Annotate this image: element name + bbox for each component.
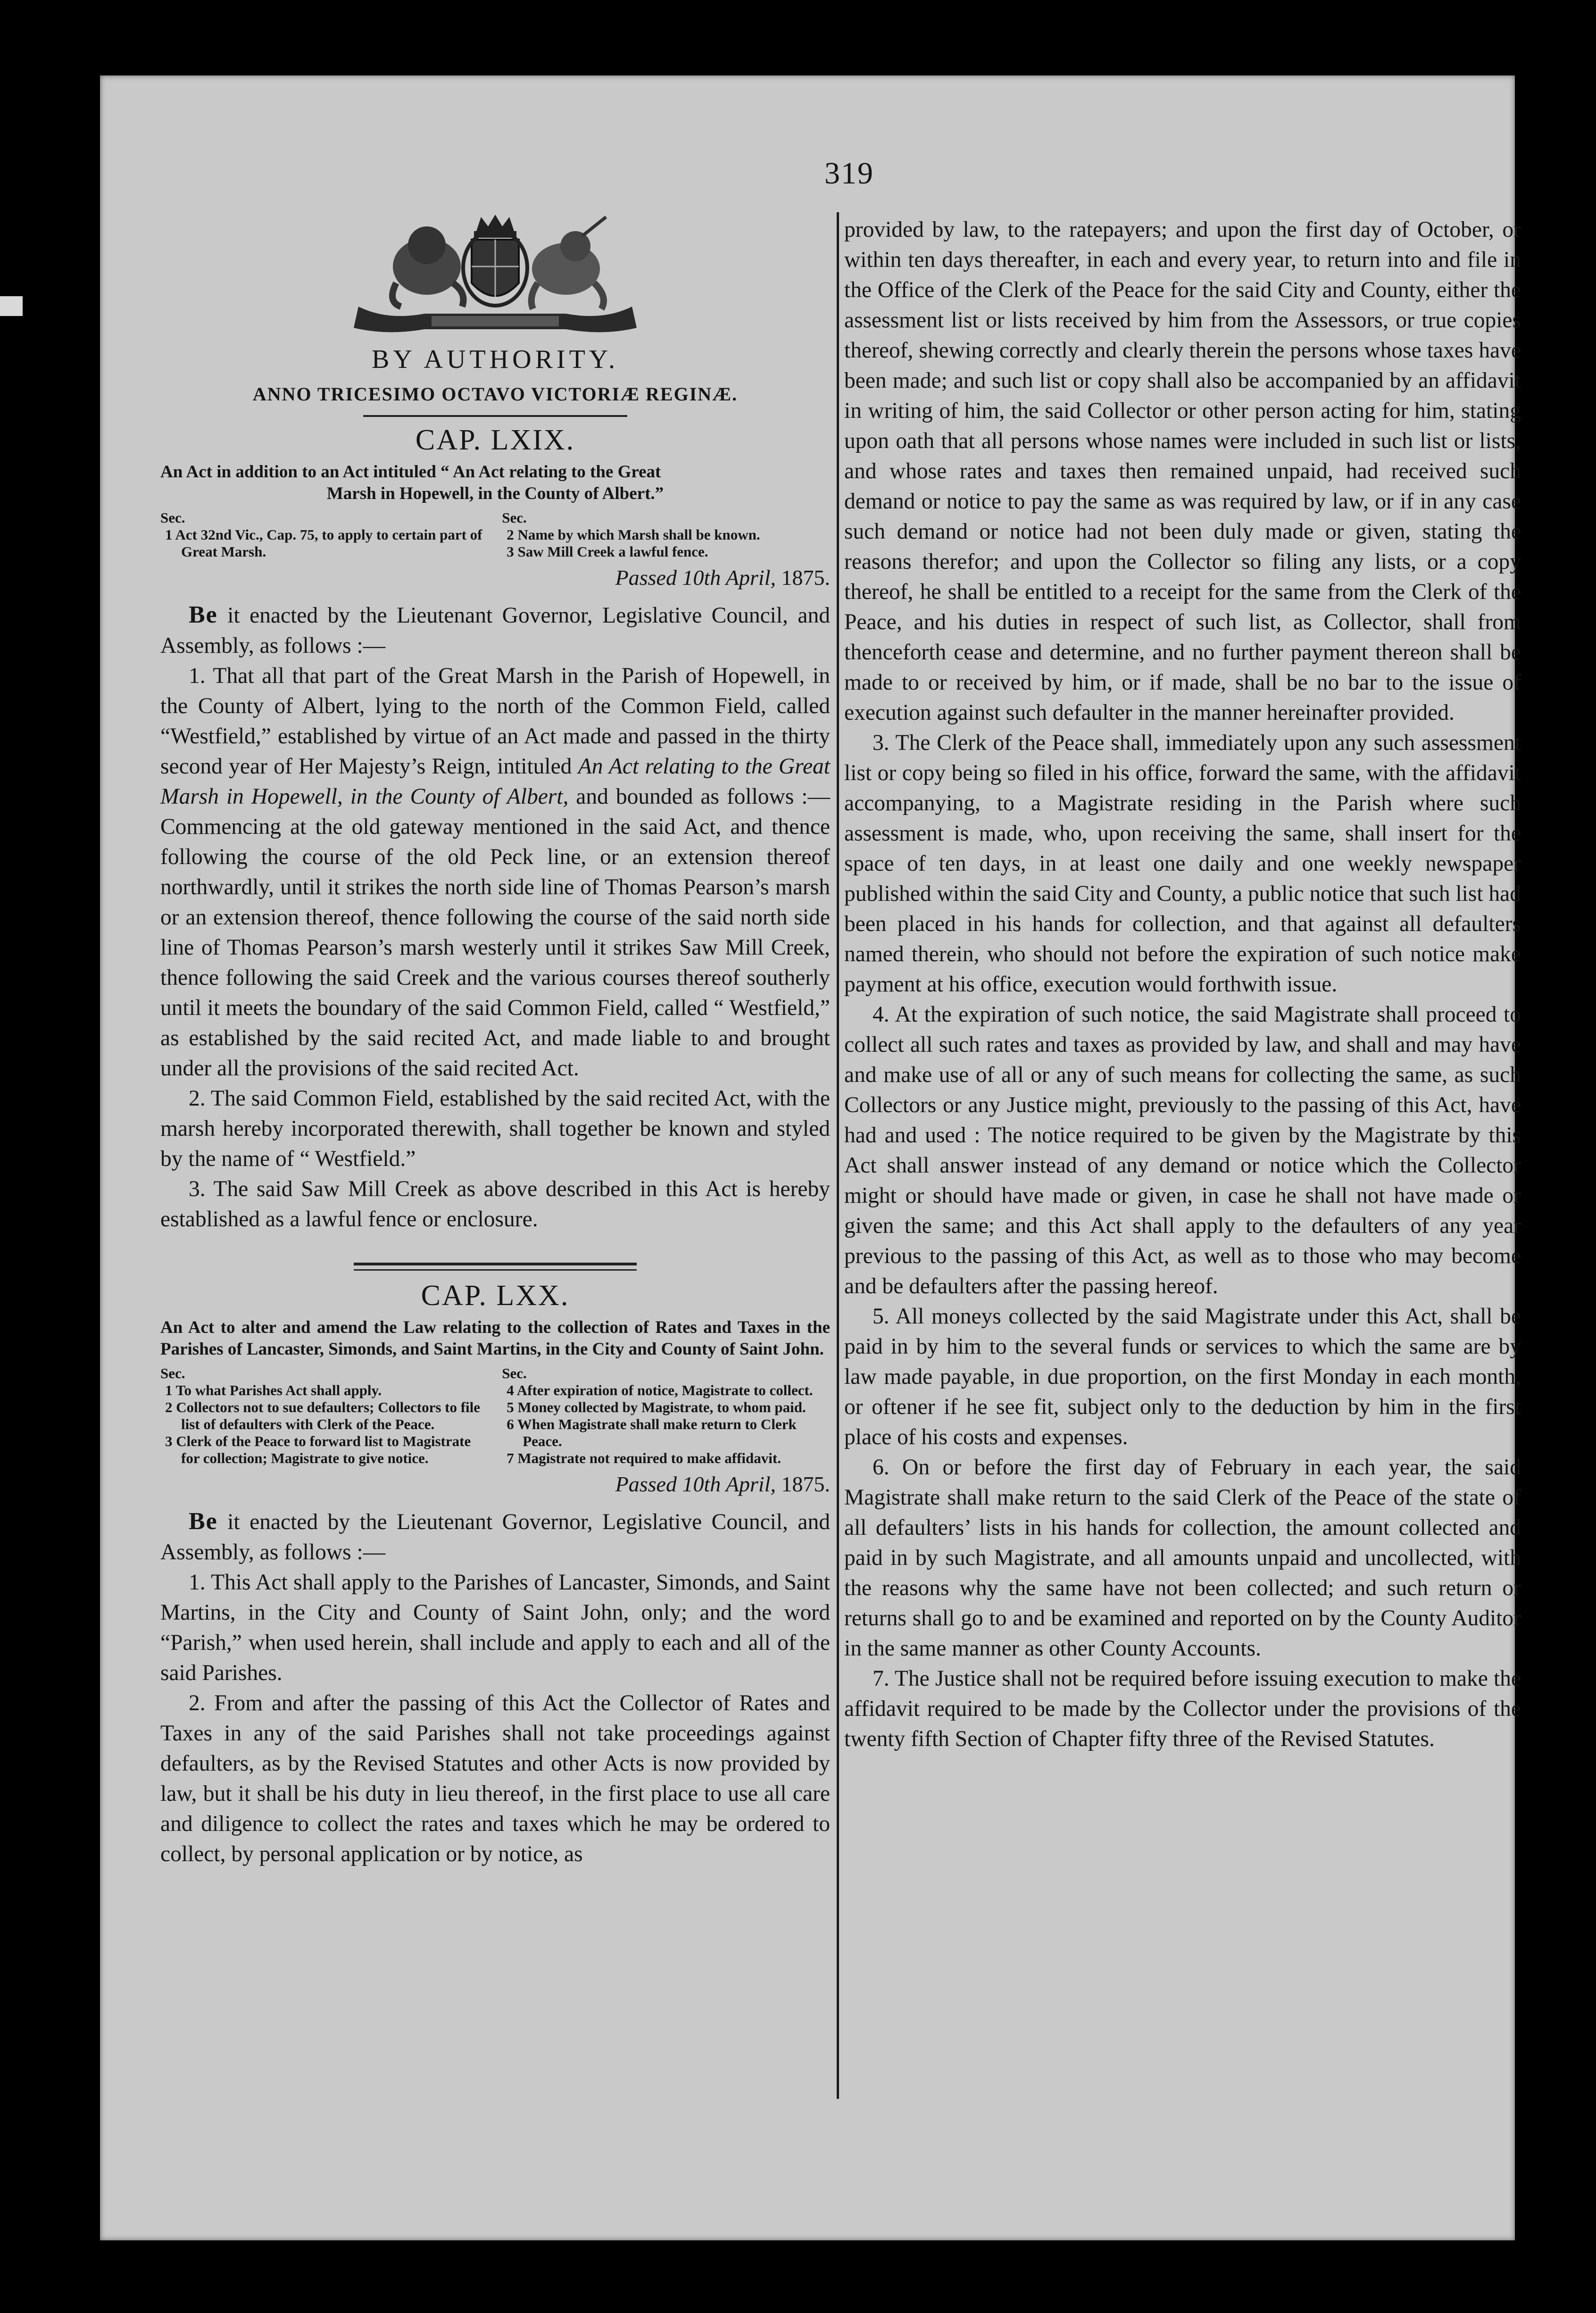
scan-edge-mark	[0, 296, 23, 316]
sec-label: Sec.	[160, 1365, 185, 1381]
section-70-7: 7. The Justice shall not be required before issuing execution to make the affidavit required to be made by the Collector under the provisions of the twenty fifth Section of Chapter fifty three of the Revised Statutes.	[844, 1666, 1521, 1751]
act-title-69	[160, 461, 830, 505]
passed-date: 10th April,	[682, 1472, 776, 1496]
section-70-2-start: 2. From and after the passing of this Act the Collector of Rates and Taxes in any of the said Parishes shall not take proceedings against defaulters, as by the Revised Statutes and other Acts is now provided by law, but it shall be his duty in lieu thereof, in the first place to use all care and diligence to collect the rates and taxes which he may be ordered to collect, by personal application or by notice, as	[160, 1691, 830, 1866]
section-index-69	[160, 509, 830, 560]
section-70-4: 4. At the expiration of such notice, the said Magistrate shall proceed to collect all such rates and taxes as provided by law, and shall and may have and make use of all or any of such means for collecting the same, as such Collectors or any Justice might, previously to the passing of this Act, have had and used : The notice required to be given by the Magistrate by this Act shall answer instead of any demand or notice which the Collector might or should have made or given, in case he shall not have made or given the same; and this Act shall apply to the defaulters of any year previous to the passing of this Act, as well as to those who may become and be defaulters after the passing hereof.	[844, 1002, 1521, 1298]
regnal-year-heading: ANNO TRICESIMO OCTAVO VICTORIÆ REGINÆ.	[252, 383, 738, 405]
passed-label: Passed	[615, 566, 677, 590]
section-69-2: 2. The said Common Field, established by the said recited Act, with the marsh hereby incorporated therewith, shall together be known and styled by the name of “ Westfield.”	[160, 1086, 830, 1171]
section-70-3: 3. The Clerk of the Peace shall, immediately upon any such assessment list or copy being so filed in his office, forward the same, with the affidavit accompanying, to a Magistrate residing in the Parish where such assessment is made, who, upon receiving the same, shall insert for the space of ten days, in at least one daily and one weekly newspaper published within the said City and County, a public notice that such list had been placed in his hands for collection, and that against all defaulters named therein, who should not before the expiration of such notice make payment at his office, execution would forthwith issue.	[844, 731, 1521, 997]
section-index-69-left	[160, 509, 489, 560]
chapter-separator-rule	[354, 1263, 637, 1271]
page-number: 319	[824, 156, 874, 191]
enacting-clause-69: Be it enacted by the Lieutenant Governor, Legislative Council, and Assembly, as follows :—	[160, 601, 830, 658]
section-index-item: 7 Magistrate not required to make affidavit.	[507, 1450, 781, 1466]
act-title-70-line1: An Act to alter and amend the Law relating to the collection of Rates and Taxes in the Parishes of Lancaster, Simonds, and Saint Martins,	[160, 1318, 830, 1359]
passed-date-69	[160, 563, 830, 592]
sec-label: Sec.	[502, 509, 527, 526]
section-69-1: 1. That all that part of the Great Marsh in the Parish of Hopewell, in the County of Albert, lying to the north of the Common Field, called “Westfield,” established by virtue of an Act made and passed in the thirty second year of Her Majesty’s Reign, intituled An Act relating to the Great Marsh in Hopewell, in the County of Albert, and bounded as follows :—Commencing at the old gateway mentioned in the said Act, and thence following the course of the old Peck line, or an extension thereof northwardly, until it strikes the north side line of Thomas Pearson’s marsh or an extension thereof, thence following the course of the said north side line of Thomas Pearson’s marsh westerly until it strikes Saw Mill Creek, thence following the said Creek and the various courses thereof southerly until it meets the boundary of the said Common Field, called “ Westfield,” as established by the said recited Act, and made liable to and brought under all the provisions of the said recited Act.	[160, 664, 830, 1081]
passed-label: Passed	[615, 1472, 677, 1496]
act-title-70-line2: in the City and County of Saint John.	[545, 1340, 824, 1359]
section-70-6: 6. On or before the first day of February in each year, the said Magistrate shall make return to the said Clerk of the Peace of the state of all defaulters’ lists in his hands for collection, the amount collected and paid in by such Magistrate, and all amounts unpaid and uncollected, with the reasons why the same have not been collected; and such return or returns shall go to and be examined and reported on by the County Auditor in the same manner as other County Accounts.	[844, 1455, 1521, 1661]
section-70-1: 1. This Act shall apply to the Parishes of Lancaster, Simonds, and Saint Martins, in the City and County of Saint John, only; and the word “Parish,” when used herein, shall include and apply to each and all of the said Parishes.	[160, 1570, 830, 1685]
royal-coat-of-arms-icon	[330, 212, 660, 340]
sec-label: Sec.	[502, 1365, 527, 1381]
section-index-item: 2 Collectors not to sue defaulters; Collectors to file list of defaulters with Clerk of the Peace.	[165, 1399, 481, 1432]
section-index-item: 3 Saw Mill Creek a lawful fence.	[507, 543, 708, 560]
section-70-2-continued: provided by law, to the ratepayers; and upon the first day of October, or within ten days thereafter, in each and every year, to return into and file in the Office of the Clerk of the Peace for the said City and County, either the assessment list or lists received by him from the Assessors, or true copies thereof, shewing correctly and clearly therein the persons whose taxes have been made; and such list or copy shall also be accompanied by an affidavit in writing of him, the said Collector or other person acting for him, stating upon oath that all persons whose names were included in such list or lists, and whose rates and taxes then remained unpaid, had received such demand or notice to pay the same as was required by law, or if in any case such demand or notice had not been duly made or given, stating the reasons therefor; and upon the Collector so filing any lists, or a copy thereof, he shall be entitled to a receipt for the same from the Clerk of the Peace, and his duties in respect of such list, as Collector, shall from thenceforth cease and determine, and no further payment thereon shall be made to or received by him, or if made, shall be no bar to the issue of execution against such defaulter in the manner hereinafter provided.	[844, 217, 1521, 725]
section-index-item: 2 Name by which Marsh shall be known.	[507, 526, 760, 543]
section-69-3: 3. The said Saw Mill Creek as above described in this Act is hereby established as a lawful fence or enclosure.	[160, 1177, 830, 1231]
left-column	[160, 212, 830, 1869]
section-index-item: 6 When Magistrate shall make return to Clerk Peace.	[507, 1416, 797, 1449]
section-70-5: 5. All moneys collected by the said Magistrate under this Act, shall be paid in by him to the several funds or services to which the same are by law made payable, in due proportion, on the first Monday in each month, or oftener if he see fit, subject only to the deduction by him in the first place of his costs and expenses.	[844, 1304, 1521, 1449]
by-authority-heading: BY AUTHORITY.	[371, 345, 619, 374]
section-index-item: 1 To what Parishes Act shall apply.	[165, 1382, 382, 1398]
enacting-clause-70: Be it enacted by the Lieutenant Governor, Legislative Council, and Assembly, as follows :—	[160, 1508, 830, 1564]
chapter-heading-70: CAP. LXX.	[421, 1280, 570, 1312]
section-index-item: 3 Clerk of the Peace to forward list to Magistrate for collection; Magistrate to give notice.	[165, 1433, 471, 1466]
section-index-item: 5 Money collected by Magistrate, to whom paid.	[507, 1399, 806, 1415]
right-column	[844, 215, 1521, 1754]
section-index-70-right	[502, 1365, 830, 1467]
passed-year: 1875.	[781, 566, 830, 590]
section-index-item: 4 After expiration of notice, Magistrate to collect.	[507, 1382, 813, 1398]
passed-year: 1875.	[781, 1472, 830, 1496]
section-index-item: 1 Act 32nd Vic., Cap. 75, to apply to certain part of Great Marsh.	[165, 526, 482, 560]
passed-date-70	[160, 1470, 830, 1499]
act-title-70	[160, 1317, 830, 1360]
section-index-70-left	[160, 1365, 489, 1467]
section-rule	[363, 415, 627, 417]
passed-date: 10th April,	[682, 566, 776, 590]
act-title-69-line1: An Act in addition to an Act intituled “ An Act relating to the Great	[160, 462, 661, 482]
section-index-69-right	[502, 509, 830, 560]
act-title-69-line2: Marsh in Hopewell, in the County of Albert.”	[326, 484, 664, 503]
column-divider	[837, 212, 839, 2099]
chapter-heading-69: CAP. LXIX.	[415, 424, 575, 456]
section-index-70	[160, 1365, 830, 1467]
sec-label: Sec.	[160, 509, 185, 526]
